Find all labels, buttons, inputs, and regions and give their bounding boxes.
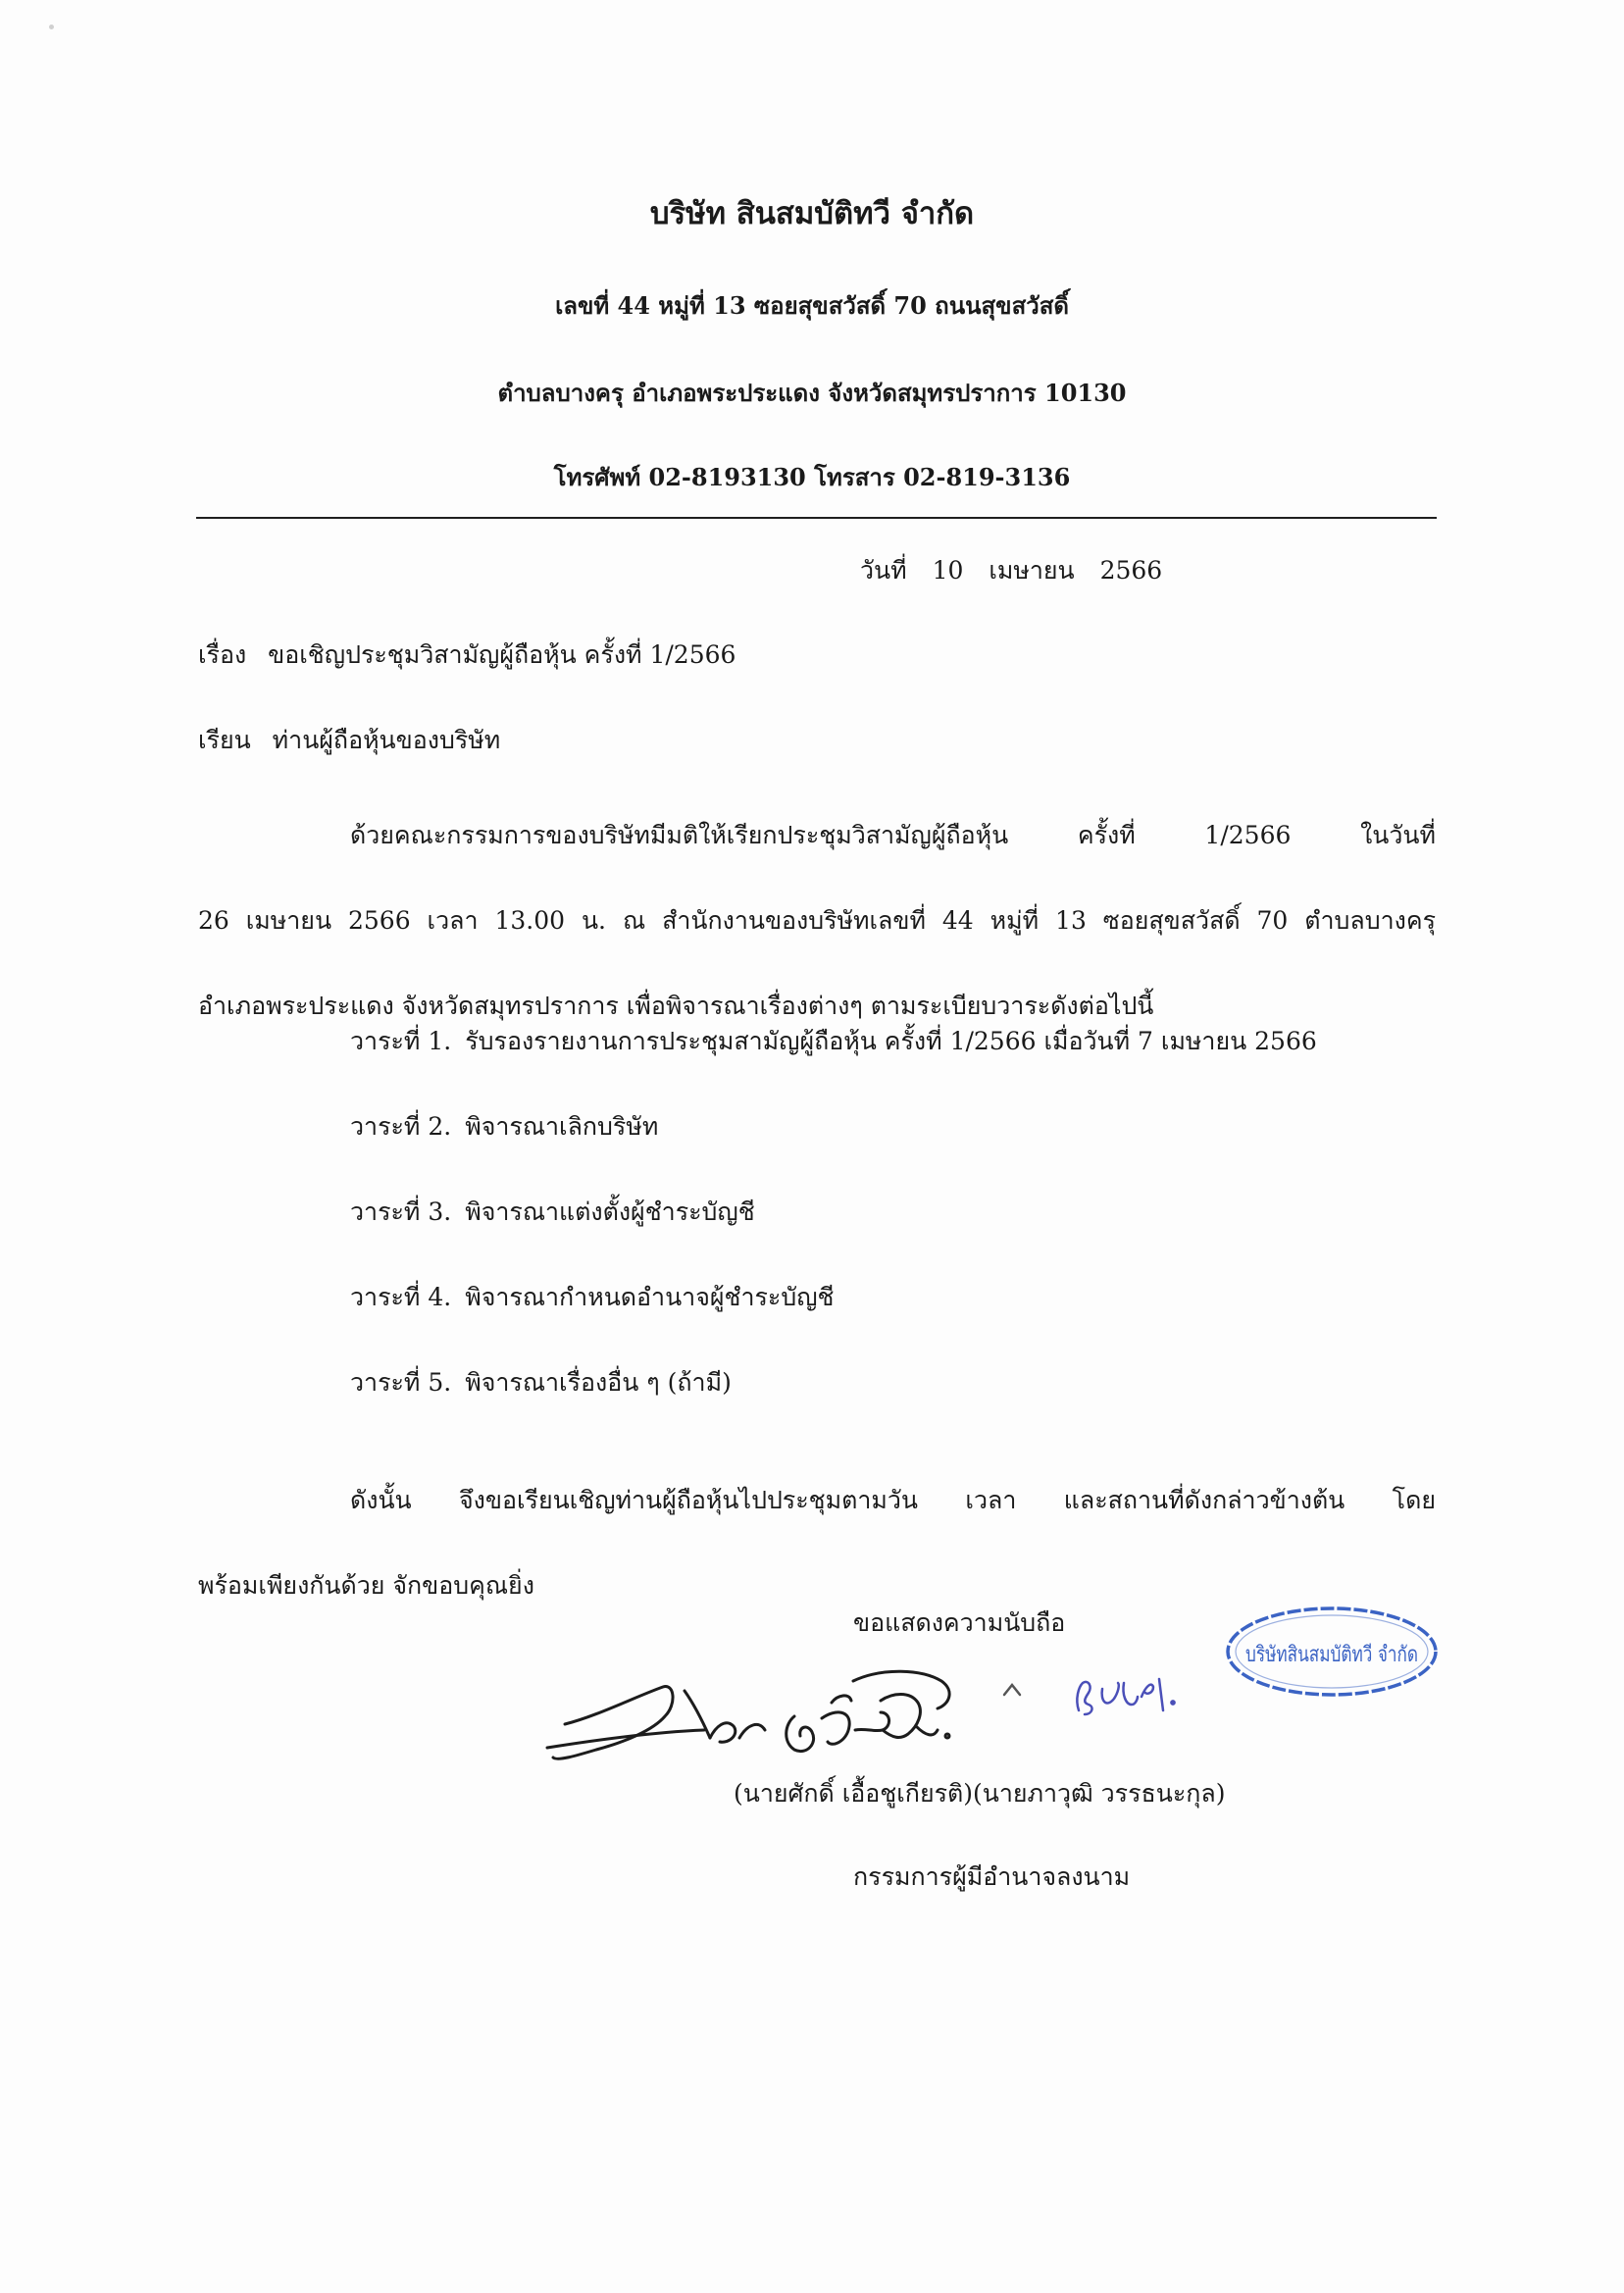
agenda-text: พิจารณาเรื่องอื่น ๆ (ถ้ามี): [465, 1368, 732, 1397]
recipient-label: เรียน: [198, 726, 251, 754]
signature-2-icon: [1077, 1679, 1174, 1714]
agenda-item-2: [350, 1107, 658, 1146]
subject-label: เรื่อง: [198, 640, 247, 669]
signature-1-icon: [547, 1671, 949, 1758]
agenda-text: พิจารณาแต่งตั้งผู้ชำระบัญชี: [465, 1197, 755, 1226]
header-divider: [196, 517, 1437, 519]
address-line-1: เลขที่ 44 หมู่ที่ 13 ซอยสุขสวัสดิ์ 70 ถนนสุขสวัสดิ์: [555, 291, 1069, 320]
signer-title: กรรมการผู้มีอำนาจลงนาม: [853, 1862, 1131, 1891]
regards-text: ขอแสดงความนับถือ: [853, 1608, 1066, 1637]
letter-date: [860, 551, 1180, 590]
date-year: 2566: [1099, 556, 1163, 585]
date-label: วันที่: [860, 556, 907, 585]
body-paragraph: [198, 792, 1436, 1048]
subject-line: [198, 636, 736, 675]
date-month: เมษายน: [989, 556, 1075, 585]
scan-speck: [49, 25, 54, 29]
phone-fax-line: โทรศัพท์ 02-8193130 โทรสาร 02-819-3136: [553, 463, 1071, 491]
subject-text: ขอเชิญประชุมวิสามัญผู้ถือหุ้น ครั้งที่ 1/2566: [268, 640, 736, 669]
agenda-item-4: [350, 1278, 835, 1317]
signer-names: (นายศักดิ์ เอื้อชูเกียรติ)(นายภาวุฒิ วรรธนะกุล): [734, 1779, 1226, 1808]
body-line-2: 26 เมษายน 2566 เวลา 13.00 น. ณ สำนักงานของบริษัทเลขที่ 44 หมู่ที่ 13 ซอยสุขสวัสดิ์ 70 ตำบลบางครุ: [198, 906, 1436, 935]
address-line-2: ตำบลบางครุ อำเภอพระประแดง จังหวัดสมุทรปราการ 10130: [497, 379, 1127, 407]
agenda-number: วาระที่ 4.: [350, 1283, 452, 1311]
agenda-number: วาระที่ 5.: [350, 1368, 452, 1397]
body-line-3: อำเภอพระประแดง จังหวัดสมุทรปราการ เพื่อพิจารณาเรื่องต่างๆ ตามระเบียบวาระดังต่อไปนี้: [198, 992, 1154, 1020]
recipient-line: [198, 721, 500, 760]
agenda-number: วาระที่ 2.: [350, 1112, 452, 1141]
agenda-item-3: [350, 1193, 755, 1232]
company-seal-stamp: [1224, 1605, 1440, 1699]
company-name: บริษัท สินสมบัติทวี จำกัด: [649, 196, 975, 231]
closing-paragraph: [198, 1457, 1436, 1628]
agenda-item-5: [350, 1363, 732, 1402]
agenda-item-1: [350, 1022, 1317, 1061]
date-day: 10: [932, 556, 964, 585]
closing-line-1: ดังนั้น จึงขอเรียนเชิญท่านผู้ถือหุ้นไปประชุมตามวัน เวลา และสถานที่ดังกล่าวข้างต้น โดย: [350, 1486, 1436, 1514]
agenda-text: พิจารณากำหนดอำนาจผู้ชำระบัญชี: [465, 1283, 835, 1311]
caret-mark-icon: [1004, 1685, 1020, 1695]
handwritten-signatures: [537, 1648, 1224, 1785]
body-line-1: ด้วยคณะกรรมการของบริษัทมีมติให้เรียกประชุมวิสามัญผู้ถือหุ้น ครั้งที่ 1/2566 ในวันที่: [350, 821, 1436, 849]
recipient-text: ท่านผู้ถือหุ้นของบริษัท: [272, 726, 501, 754]
stamp-text: บริษัทสินสมบัติทวี จำกัด: [1245, 1643, 1418, 1667]
agenda-text: รับรองรายงานการประชุมสามัญผู้ถือหุ้น ครั้งที่ 1/2566 เมื่อวันที่ 7 เมษายน 2566: [465, 1027, 1317, 1055]
closing-line-2: พร้อมเพียงกันด้วย จักขอบคุณยิ่ง: [198, 1571, 534, 1600]
agenda-number: วาระที่ 3.: [350, 1197, 452, 1226]
agenda-text: พิจารณาเลิกบริษัท: [465, 1112, 659, 1141]
agenda-number: วาระที่ 1.: [350, 1027, 452, 1055]
